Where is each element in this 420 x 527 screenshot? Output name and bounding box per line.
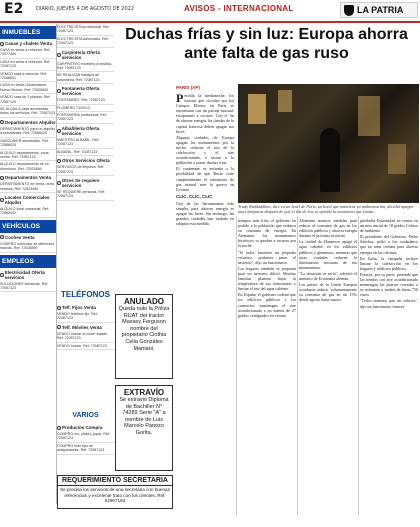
article-paragraph: Francia, por su parte, pretende que las tiendas con aire acondicionado mantengan las puertas cerradas o se enfrenten a multas de hasta 750 euros. <box>360 271 418 298</box>
subcategory-header <box>57 178 114 188</box>
article-paragraph: Alemania anunció medidas para reducir el consumo de gas en los edificios públicos y ahorrar energía durante el próximo invierno. <box>299 218 357 239</box>
article-paragraph: Los hogares también se preparan para un invierno difícil. Muchas familias planean bajar la temperatura de sus termostatos y limitar el uso del agua caliente. <box>238 265 296 292</box>
requerimiento-title: REQUERIMIENTO SECRETARIA <box>58 476 172 486</box>
classified-ad: ALQUILO local comercial. Ref: 72565432 <box>0 206 56 218</box>
requerimiento-ad <box>57 475 173 509</box>
anulado-text: Queda nulo la Póliza RUAT del tractor Massey Ferguson nombre del propietario Cinthia Celia Gonzáles Mamani. <box>118 306 170 352</box>
bullet-icon <box>57 181 61 185</box>
classified-ad: GARZONIER amueblado. Ref: 72566025 <box>0 138 56 150</box>
classified-ad: FONTANERÍA profesional. Ref: 72087123 <box>57 112 114 124</box>
classified-ad: MAESTRO ALBAÑIL. Ref: 72087123 <box>57 137 114 149</box>
classified-ad: ALQUILO departamento de un dormitorio. Ref: 72523456 <box>0 161 56 173</box>
classified-ad: SE ALQUILA casa amueblada, todos los servicios. Ref: 72087123 <box>0 106 56 118</box>
subcategory-label: Telf. Fijos Venta <box>62 305 96 310</box>
classified-ad: FONTANERO. Ref: 72087123 <box>57 97 114 104</box>
classifieds-column-1 <box>0 24 56 527</box>
article-paragraph: güedades Pokemidad en ventas en un mes inicial de 18 grados Celsius de ambiente. <box>360 218 418 234</box>
article-paragraph: El presidente del Gobierno, Pedro Sánchez, pidió a los ciudadanos que no usen corbata para ahorrar energía en las oficinas. <box>360 234 418 255</box>
subcategory-header <box>57 126 114 136</box>
classified-ad: DEPARTAMENTO en venta, zona céntrica. Ref: 72523456 <box>0 181 56 193</box>
bullet-icon <box>57 159 61 163</box>
bullet-icon <box>0 273 4 277</box>
article-paragraph: "Todos tenemos que ser sobrios", dijo un funcionario francés. <box>360 298 418 309</box>
classified-ad: VENDO teléfono fijo. Ref: 72067123 <box>57 311 114 323</box>
telefonos-header: TELÉFONOS <box>57 290 114 302</box>
classified-ad: SERVICIOS de limpieza. Ref: 72087123 <box>57 164 114 176</box>
subcategory-header <box>0 120 56 125</box>
article-paragraph: En España, el gobierno ordenó que los edificios públicos y los comercios mantengan el aire acondicionado a no menos de 27 grados centígrados en verano. <box>238 292 296 318</box>
dateline: DIARIO, JUEVES 4 DE AGOSTO DE 2022 <box>36 6 135 12</box>
subcategory-label: Albañilería Oferta servicios <box>61 125 100 136</box>
subcategory-label: Casas y chalets Venta <box>5 41 53 46</box>
page-number: E2 <box>4 1 24 17</box>
newspaper-name: LA PATRIA <box>357 5 404 15</box>
article-paragraph: Una de las herramientas más simples para ahorrar energía es apagar las luces. Sin embargo, las grandes ciudades han tardado en adoptar esta medida. <box>176 200 234 227</box>
classified-ad: PLOMERO 74/20/12 <box>57 105 114 112</box>
article-paragraph: "La situación es seria", advirtió el ministro de Economía alemán. <box>299 270 357 282</box>
classified-ad: DEPARTAMENTO para un alquiler a estudiantes. Ref: 72566025 <box>0 126 56 138</box>
subcategory-label: Carpintería Oferta servicios <box>61 49 101 60</box>
subcategory-header <box>0 270 56 280</box>
subcategory-header <box>57 50 114 60</box>
subcategory-header <box>57 158 114 163</box>
subcategory-header <box>57 425 114 430</box>
shield-icon <box>344 5 354 16</box>
subcategory-label: Fontanería Oferta servicios <box>61 86 100 97</box>
category-header: VEHÍCULOS <box>0 220 56 233</box>
article-column-4 <box>360 218 418 518</box>
bullet-icon <box>0 120 4 124</box>
header-divider <box>0 21 420 23</box>
subcategory-header <box>57 86 114 96</box>
newspaper-logo <box>340 2 418 18</box>
varios-header: VARIOS <box>72 412 99 419</box>
subcategory-header <box>57 305 114 310</box>
category-header: EMPLEOS <box>0 255 56 268</box>
classified-ad: CASA en venta a reformar. Ref. 72087123 <box>0 59 56 71</box>
classified-ad: ELECTRICISTA autorizado. Ref: 72497123 <box>57 36 114 48</box>
subcategory-label: Electricidad Oferta servicios <box>4 269 45 280</box>
article-paragraph: Los países de la Unión Europea acordaron reducir voluntariamente su consumo de gas en un 15% desde agosto hasta marzo. <box>299 282 357 303</box>
bullet-icon <box>0 176 4 180</box>
varios-ads <box>57 423 114 475</box>
article-paragraph: tiempos más fríos, el gobierno ha pedido a la población que reduzca su consumo de energía. En Alemania, los monumentos históricos se quedan a oscuras por la noche. <box>238 218 296 249</box>
article-paragraph: En Italia, la campaña incluye limitar la calefacción en los hogares y edificios públicos. <box>360 255 418 271</box>
article-paragraph: Perdida la medianoche, los turistas que circulan por los Campos Elíseos en París se encuentran con un paisaje inusual: escaparates a oscuras. Con el fin de ahorrar energía, las tiendas de la capital francesa deben apagar sus luces. <box>176 93 234 134</box>
bullet-icon <box>57 129 61 133</box>
article-subhead: CLIC, CLIC, CLIC <box>176 193 213 199</box>
subcategory-label: Otros Se requiere servicios <box>61 177 100 188</box>
classified-ad: VENDO casa a estrenar. Ref: 72068001 <box>0 71 56 83</box>
classifieds-column-2 <box>57 24 114 290</box>
classified-ad: SE REQUIERE personal. Ref: 72087123 <box>57 189 114 201</box>
classified-ad: VENDO casa de 3 plantas. Ref: 72087125 <box>0 94 56 106</box>
subcategory-header <box>0 195 56 205</box>
subcategory-header <box>0 175 56 180</box>
subcategory-header <box>0 41 56 46</box>
extravio-title: EXTRAVÍO <box>123 388 165 397</box>
extravio-notice <box>115 385 173 471</box>
classified-ad: ALQUILO departamento, zona centro. Ref: 72987123 <box>0 150 56 162</box>
classified-ad: COMPRO oro, plata y joyas. Ref: 72087123 <box>57 431 114 443</box>
subcategory-label: Coches Venta <box>5 234 35 240</box>
subcategory-label: Departamentos Alquiler <box>5 119 56 125</box>
article-byline: PARÍS (AP) <box>176 85 200 90</box>
classified-ad: ALBAÑIL. Ref: 72087123 <box>57 149 114 156</box>
requerimiento-text: Se precisa los servicios de una secretaria con buenas referencias y excelente trato con los clientes. Ref. 62967163 <box>60 487 170 504</box>
article-column-1 <box>176 93 234 381</box>
subcategory-label: Locales Comerciales Alquiler <box>4 194 50 205</box>
bullet-icon <box>57 426 61 430</box>
article-column-3 <box>299 218 357 518</box>
subcategory-label: Productos Compra <box>62 425 103 430</box>
classified-ad: VENDO celular en buen estado. Ref: 72087123 <box>57 331 114 343</box>
article-column-2b <box>238 218 296 518</box>
article-paragraph: El continente se enfrenta a la posibilidad de que Rusia corte completamente el suministro de gas natural ante la guerra en Ucrania. <box>176 166 234 192</box>
anulado-notice <box>115 294 173 379</box>
section-title: AVISOS - INTERNACIONAL <box>184 4 294 13</box>
article-paragraph: Algunas ciudades de Europa apagan los monumentos por la noche, reducen el uso de la calefacción y el aire acondicionado, e instan a la población a tomar duchas frías. <box>176 134 234 166</box>
subcategory-header <box>0 235 56 240</box>
classified-ad: CARPINTERO muebles a medida. Ref: 72087123 <box>57 61 114 73</box>
classified-ad: COMPRO vehículos de diferentes marcas. Ref: 72526890 <box>0 241 56 253</box>
article-paragraph: "Si todos hacemos un pequeño esfuerzo, podemos pasar el invierno", dijo un funcionario. <box>238 249 296 265</box>
bullet-icon <box>0 198 4 202</box>
classified-ad: CASA en venta a reformar. Ref: 72077484 <box>0 47 56 59</box>
person-silhouette <box>320 128 340 192</box>
anulado-title: ANULADO <box>124 297 164 306</box>
classified-ad: ELECTRICISTA profesional. Ref: 72087123 <box>57 24 114 36</box>
subcategory-label: Otros Servicios Oferta <box>62 158 110 164</box>
bullet-icon <box>57 53 61 57</box>
classified-ad: VENDO celular. Ref: 72087123 <box>57 343 114 350</box>
category-header: INMUEBLES <box>0 26 56 39</box>
subcategory-header <box>57 325 114 330</box>
article-paragraph: La ciudad de Hannover apagó el agua caliente en los edificios públicos y gimnasios, mientras que otras ciudades reducen la iluminación nocturna de sus monumentos. <box>299 239 357 270</box>
subcategory-label: Telf. Móviles Venta <box>62 324 102 330</box>
bullet-icon <box>0 235 4 239</box>
bullet-icon <box>57 89 61 93</box>
classified-ad: SOLUCIONES eléctricas. Ref: 72987123 <box>0 281 56 293</box>
extravio-text: Se extravió Diploma de Bachiller N° 74289 Serie "A" a nombre de Luis Marcelo Panozo Gorita. <box>119 397 169 436</box>
article-photo <box>238 84 419 203</box>
classified-ad: SE REALIZAN trabajos de carpintería. Ref: 72087123 <box>57 72 114 84</box>
subcategory-label: Departamentos Venta <box>5 175 52 181</box>
photo-caption: Trudy Ramkaklhoo, dice en un hotel de París, un hotel que mantiene su ambientación, decidió apagar unas lámparas después de que el día de hoy se aprobó la normativa que limita... <box>238 204 414 215</box>
bullet-icon <box>57 325 61 329</box>
article-headline: Duchas frías y sin luz: Europa ahorra ante falta de gas ruso <box>125 26 408 62</box>
bullet-icon <box>57 306 61 310</box>
bullet-icon <box>0 42 4 46</box>
classified-ad: CASA en venta Urbanización Nuevo Mundo. Ref: 72530840 <box>0 82 56 94</box>
telefonos-ads <box>57 303 114 411</box>
classified-ad: COMPRO todo tipo de antigüedades. Ref: 72087123 <box>57 443 114 455</box>
page-header <box>0 0 420 21</box>
